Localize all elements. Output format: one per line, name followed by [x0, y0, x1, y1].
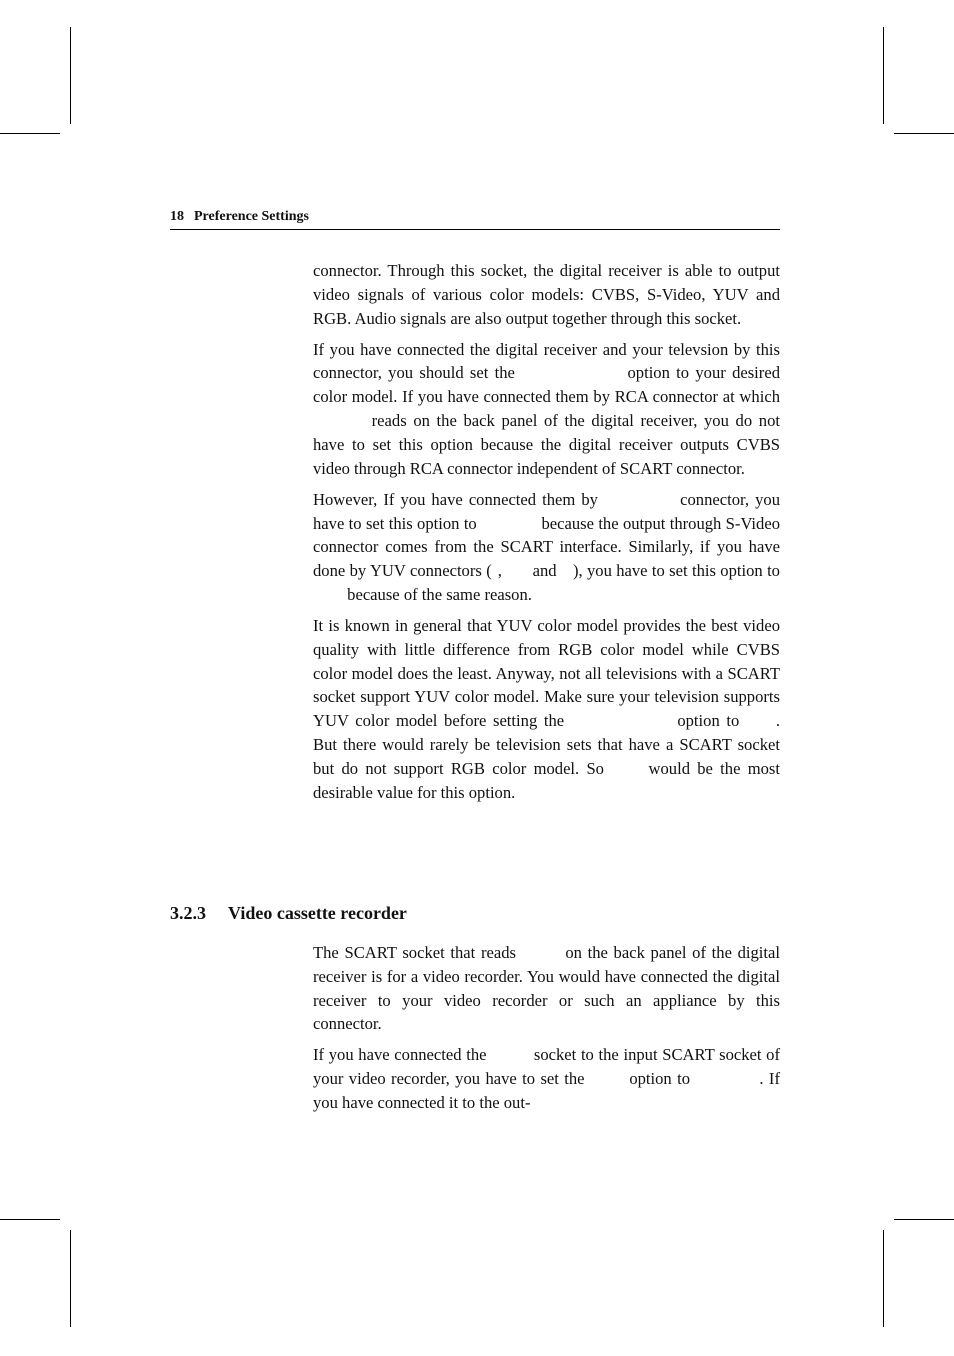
text-run: option to [629, 1069, 691, 1089]
running-head [170, 208, 780, 230]
paragraph: connector. Through this socket, the digital receiver is able to output video signals of various color models: CVBS, S-Video, YUV and RGB. Audio signals are also output together through this socket. [313, 261, 780, 328]
page-number: 18 [170, 209, 184, 224]
crop-mark [883, 27, 884, 124]
paragraph [313, 488, 780, 607]
text-run: It is known in general that YUV color model provides the best video quality with little difference from RGB color model while CVBS color model does the least. Anyway, not all televisions with a SCART socket support YUV color model. Make sure your television supports YUV color model before setting the [313, 616, 780, 731]
text-run: option to [677, 711, 740, 731]
crop-mark [70, 27, 71, 124]
body-text-block [313, 941, 780, 1122]
crop-mark [0, 1219, 60, 1220]
text-run: . If you have connected it to the out- [313, 1069, 780, 1113]
text-run: option to your desired color model. If you have connected them by RCA connector at which [313, 363, 780, 407]
text-run: The SCART socket that reads [313, 943, 516, 962]
crop-mark [0, 133, 60, 134]
text-run: and [532, 561, 557, 581]
paragraph [313, 941, 780, 1036]
crop-mark [883, 1230, 884, 1327]
text-run: . But there would rarely be television sets that have a SCART socket but do not support RGB color model. So [313, 711, 781, 778]
section-heading [170, 901, 780, 925]
text-run: If you have connected the [313, 1045, 487, 1065]
body-text-block [313, 259, 780, 812]
text-run: However, If you have connected them by [313, 489, 598, 509]
text-run: , [497, 561, 502, 581]
section-title: Video cassette recorder [228, 903, 407, 923]
text-run: ), you have to set this option to [572, 561, 780, 581]
text-run: socket to the input SCART socket of your video recorder, you have to set the [313, 1045, 781, 1089]
paragraph [313, 1043, 780, 1114]
running-title: Preference Settings [194, 209, 309, 224]
crop-mark [894, 1219, 954, 1220]
paragraph [313, 614, 780, 804]
crop-mark [894, 133, 954, 134]
text-run: would be the most desirable value for this option. [313, 758, 780, 802]
text-run: connector, you have to set this option to [313, 489, 780, 533]
crop-mark [70, 1230, 71, 1327]
text-run: on the back panel of the digital receiver is for a video recorder. You would have connected the digital receiver to your video recorder or such an appliance by this connector. [313, 943, 781, 1034]
text-run: If you have connected the digital receiver and your televsion by this connector, you should set the [313, 339, 780, 383]
section-number: 3.2.3 [170, 903, 206, 923]
text-run: because of the same reason. [347, 584, 532, 604]
text-run: reads on the back panel of the digital receiver, you do not have to set this option because the digital receiver outputs CVBS video through RCA connector independent of SCART connector. [313, 411, 780, 478]
paragraph [313, 338, 780, 481]
text-run: because the output through S-Video connector comes from the SCART interface. Similarly, if you have done by YUV connectors ( [313, 513, 780, 581]
